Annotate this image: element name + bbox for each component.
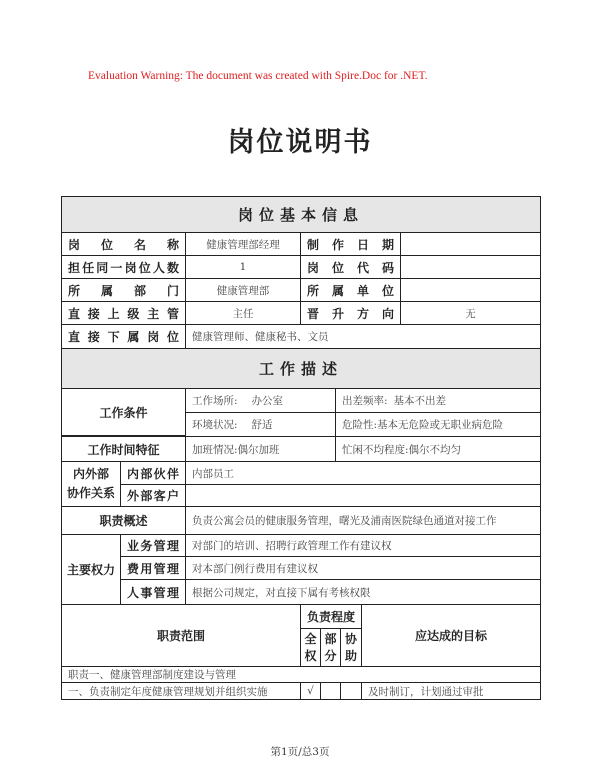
full-authority-label: 全权 xyxy=(300,628,321,667)
position-name-label: 岗 位 名 称 xyxy=(61,232,186,256)
department-value: 健康管理部 xyxy=(185,278,301,302)
workplace-cell: 工作场所: 办公室 xyxy=(185,388,336,413)
task-1: 一、负责制定年度健康管理规划并组织实施 xyxy=(61,682,301,700)
power-label: 主要权力 xyxy=(61,534,121,605)
headcount-label: 担 任 同 一 岗 位 人 数 xyxy=(61,255,186,279)
travel-cell: 出差频率: 基本不出差 xyxy=(335,388,541,413)
danger-cell: 危险性: 基本无危险或无职业病危险 xyxy=(335,412,541,437)
task-1-assist xyxy=(340,682,362,700)
business-label: 业 务 管 理 xyxy=(120,534,186,557)
date-label: 制 作 日 期 xyxy=(300,232,401,256)
goal-label: 应达成的目标 xyxy=(361,604,541,667)
internal-value: 内部员工 xyxy=(185,461,541,485)
page-title: 岗位说明书 xyxy=(227,127,373,158)
basic-info-header: 岗位基本信息 xyxy=(61,196,541,233)
duty-1: 职责一、健康管理部制度建设与管理 xyxy=(61,666,541,683)
department-label: 所 属 部 门 xyxy=(61,278,186,302)
evaluation-warning: Evaluation Warning: The document was created with Spire.Doc for .NET. xyxy=(88,70,428,82)
headcount-value: 1 xyxy=(185,255,301,279)
unit-value xyxy=(400,278,541,302)
promotion-value: 无 xyxy=(400,301,541,325)
environment-cell: 环境状况: 舒适 xyxy=(185,412,336,437)
work-description-header: 工作描述 xyxy=(61,348,541,389)
position-name-value: 健康管理部经理 xyxy=(185,232,301,256)
time-feature-label: 工作时间特征 xyxy=(61,436,186,462)
task-1-goal: 及时制订，计划通过审批 xyxy=(361,682,541,700)
business-value: 对部门的培训、招聘行政管理工作有建议权 xyxy=(185,534,541,557)
personnel-value: 根据公司规定，对直接下属有考核权限 xyxy=(185,579,541,605)
subordinate-value: 健康管理师、健康秘书、文员 xyxy=(185,324,541,349)
expense-label: 费 用 管 理 xyxy=(120,556,186,580)
internal-label: 内 部 伙 伴 xyxy=(120,461,186,485)
assist-label: 协助 xyxy=(340,628,362,667)
date-value xyxy=(400,232,541,256)
task-1-partial xyxy=(320,682,341,700)
personnel-label: 人 事 管 理 xyxy=(120,579,186,605)
summary-label: 职责概述 xyxy=(61,506,186,535)
overtime-cell: 加班情况: 偶尔加班 xyxy=(185,436,336,462)
code-value xyxy=(400,255,541,279)
page-footer: 第1页/总3页 xyxy=(270,746,330,758)
relation-label: 内外部 协作关系 xyxy=(61,461,121,507)
busy-cell: 忙闲不均程度: 偶尔不均匀 xyxy=(335,436,541,462)
code-label: 岗 位 代 码 xyxy=(300,255,401,279)
superior-label: 直 接 上 级 主 管 xyxy=(61,301,186,325)
external-label: 外 部 客 户 xyxy=(120,484,186,507)
partial-label: 部分 xyxy=(320,628,341,667)
conditions-label: 工作条件 xyxy=(61,388,186,436)
subordinate-label: 直 接 下 属 岗 位 xyxy=(61,324,186,349)
promotion-label: 晋 升 方 向 xyxy=(300,301,401,325)
scope-label: 职责范围 xyxy=(61,604,301,667)
degree-label: 负责程度 xyxy=(300,604,362,629)
unit-label: 所 属 单 位 xyxy=(300,278,401,302)
task-1-full-check: √ xyxy=(300,682,321,700)
external-value xyxy=(185,484,541,507)
expense-value: 对本部门例行费用有建议权 xyxy=(185,556,541,580)
superior-value: 主任 xyxy=(185,301,301,325)
summary-value: 负责公寓会员的健康服务管理，曙光及浦南医院绿色通道对接工作 xyxy=(185,506,541,535)
